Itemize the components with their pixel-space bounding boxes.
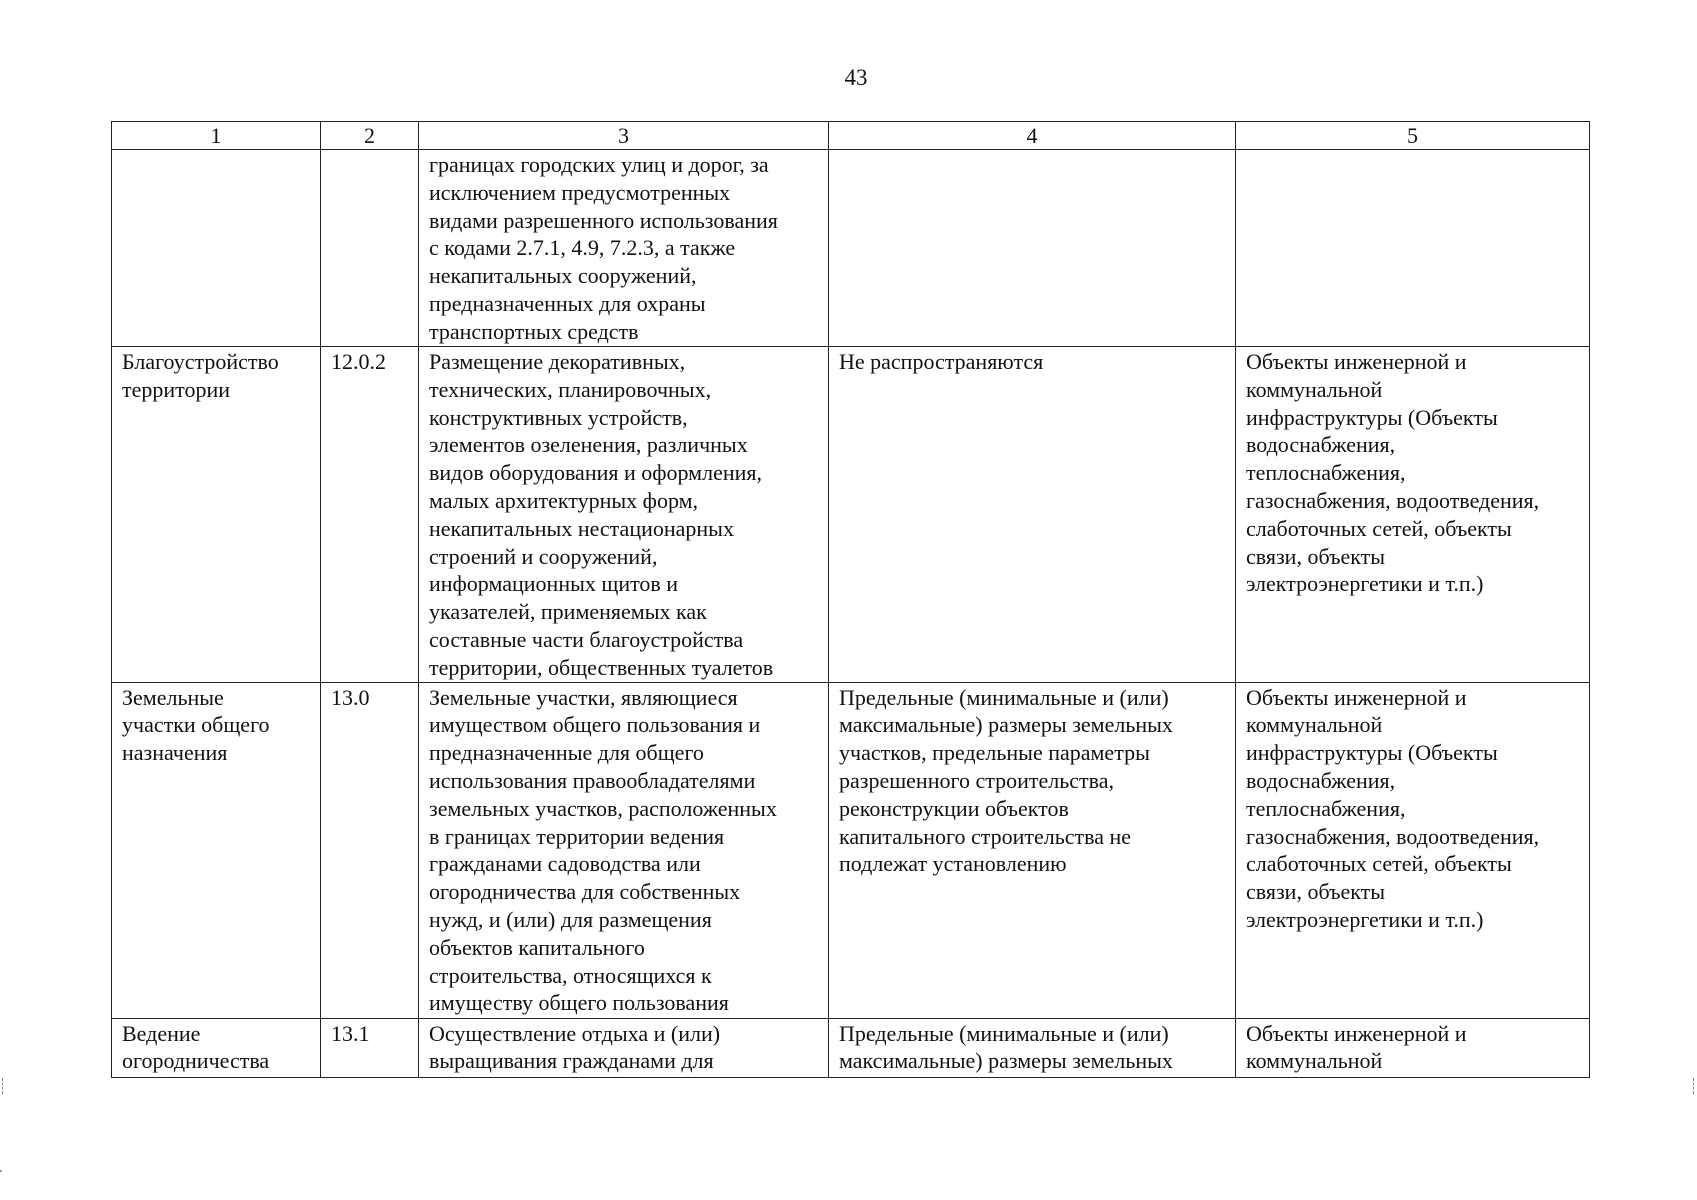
- objects-cell: [1236, 150, 1590, 347]
- objects-cell: Объекты инженерной и коммунальной инфраструктуры (Объекты водоснабжения, теплоснабжения, газоснабжения, водоотведения, слаботочных сетей, объекты связи, объекты электроэнергетики и т.п.): [1236, 347, 1590, 683]
- scan-edge-mark-right: [1693, 1078, 1695, 1094]
- objects-cell: Объекты инженерной и коммунальной: [1236, 1018, 1590, 1077]
- scan-dot-mark: [0, 1170, 2, 1172]
- parameters-cell: [829, 150, 1236, 347]
- page-number: 43: [844, 65, 868, 90]
- use-description-cell: Земельные участки, являющиеся имуществом общего пользования и предназначенные для общего использования правообладателями земельных участков, расположенных в границах территории ведения гражданами садоводства или огородничества для собственных нужд, и (или) для размещения объектов капитального строительства, относящихся к имуществу общего пользования: [419, 682, 829, 1018]
- use-code-cell: 12.0.2: [321, 347, 419, 683]
- table-row: [112, 1018, 1590, 1077]
- parameters-cell: Предельные (минимальные и (или) максимальные) размеры земельных участков, предельные параметры разрешенного строительства, реконструкции объектов капитального строительства не подлежат установлению: [829, 682, 1236, 1018]
- objects-cell: Объекты инженерной и коммунальной инфраструктуры (Объекты водоснабжения, теплоснабжения, газоснабжения, водоотведения, слаботочных сетей, объекты связи, объекты электроэнергетики и т.п.): [1236, 682, 1590, 1018]
- table-row: [112, 150, 1590, 347]
- table-row: [112, 347, 1590, 683]
- use-code-cell: [321, 150, 419, 347]
- use-name-cell: Ведение огородничества: [112, 1018, 321, 1077]
- header-cell-5: 5: [1236, 122, 1590, 150]
- use-name-cell: [112, 150, 321, 347]
- table-header-row: [112, 122, 1590, 150]
- table-row: [112, 682, 1590, 1018]
- use-description-cell: Размещение декоративных, технических, планировочных, конструктивных устройств, элементов озеленения, различных видов оборудования и оформления, малых архитектурных форм, некапитальных нестационарных строений и сооружений, информационных щитов и указателей, применяемых как составные части благоустройства территории, общественных туалетов: [419, 347, 829, 683]
- header-cell-2: 2: [321, 122, 419, 150]
- use-code-cell: 13.0: [321, 682, 419, 1018]
- parameters-cell: Предельные (минимальные и (или) максимальные) размеры земельных: [829, 1018, 1236, 1077]
- scan-edge-mark-left: [2, 1078, 4, 1094]
- use-name-cell: Благоустройство территории: [112, 347, 321, 683]
- use-name-cell: Земельные участки общего назначения: [112, 682, 321, 1018]
- use-code-cell: 13.1: [321, 1018, 419, 1077]
- land-use-table: [111, 121, 1590, 1078]
- header-cell-1: 1: [112, 122, 321, 150]
- use-description-cell: границах городских улиц и дорог, за исключением предусмотренных видами разрешенного использования с кодами 2.7.1, 4.9, 7.2.3, а также некапитальных сооружений, предназначенных для охраны транспортных средств: [419, 150, 829, 347]
- header-cell-4: 4: [829, 122, 1236, 150]
- header-cell-3: 3: [419, 122, 829, 150]
- parameters-cell: Не распространяются: [829, 347, 1236, 683]
- use-description-cell: Осуществление отдыха и (или) выращивания гражданами для: [419, 1018, 829, 1077]
